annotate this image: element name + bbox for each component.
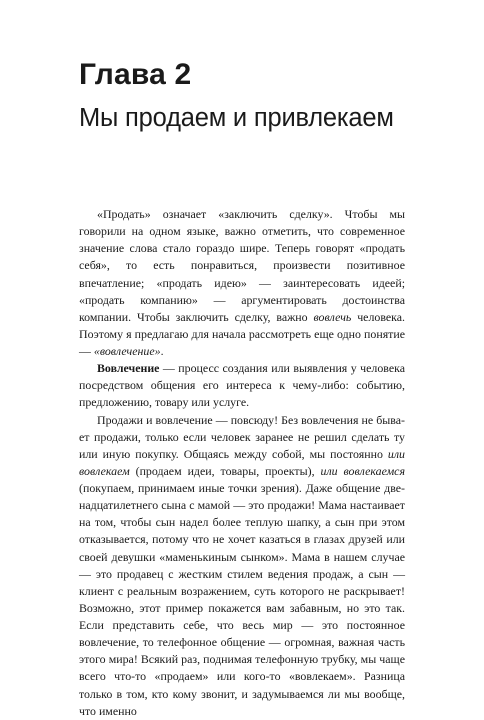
text-run: (продаем идеи, товары, проекты), [129, 463, 321, 478]
chapter-title: Мы продаем и привлекаем [79, 104, 394, 132]
italic-term: или вовлекаем [79, 446, 405, 478]
text-run: человека. Поэтому я предлагаю для начала рассмотреть еще одно понятие — [79, 309, 406, 358]
italic-term: или вовлекаемся [320, 463, 405, 478]
paragraph-examples [79, 412, 405, 720]
text-run: (покупаем, принимаем иные точки зрения). Даже общение двенадцатилетнего сына с мамой — это продажи! Мама настаивает на том, чтобы сын надел более теплую шапку, а сын при этом отказывается, потому что не хочет казаться в глазах друзей или своей девушки «маменькиным сынком». Мама в нашем случае — это продавец с жестким стилем ведения продаж, а сын — клиент с реальным возражением, суть которого не раскрывает! Возможно, этот пример покажется вам забавным, но это так. Если представить себе, что весь мир — это постоянное вовлечение, то телефонное общение — огромная, важная часть этого мира! Всякий раз, поднимая телефонную трубку, мы чаще всего что-то «продаем» или кого-то «вовлекаем». Разница только в том, кто кому звонит, и задумываемся ли мы вообще, что именно [79, 481, 405, 718]
text-run: . [160, 344, 164, 358]
text-run: Продажи и вовлечение — повсюду! Без вовлечения не бывает продажи, только если человек заранее не решил сделать ту или иную покупку. Общаясь между собой, мы постоянно [79, 412, 405, 461]
body-text [79, 206, 405, 720]
paragraph-intro [79, 206, 405, 360]
text-run: «Продать» означает «заключить сделку». Чтобы мы говорили на одном языке, важно отметить, что современное значение слова стало гораздо шире. Теперь говорят «продать себя», то есть понравиться, произвести позитивное впечатление; «продать идею» — заинтересовать идеей; «продать компанию» — аргументировать достоинства компании. Чтобы заключить сделку, важно [79, 207, 405, 324]
paragraph-definition [79, 360, 405, 411]
defined-term: Вовлечение [97, 361, 160, 376]
italic-term: вовлечь [313, 309, 352, 324]
chapter-number: Глава 2 [79, 58, 192, 91]
text-run: — процесс создания или выявления у человека посредством общения его интереса к чему-либо: событию, предложению, товару или услуге. [79, 361, 405, 410]
italic-term: «вовлечение» [93, 344, 161, 358]
